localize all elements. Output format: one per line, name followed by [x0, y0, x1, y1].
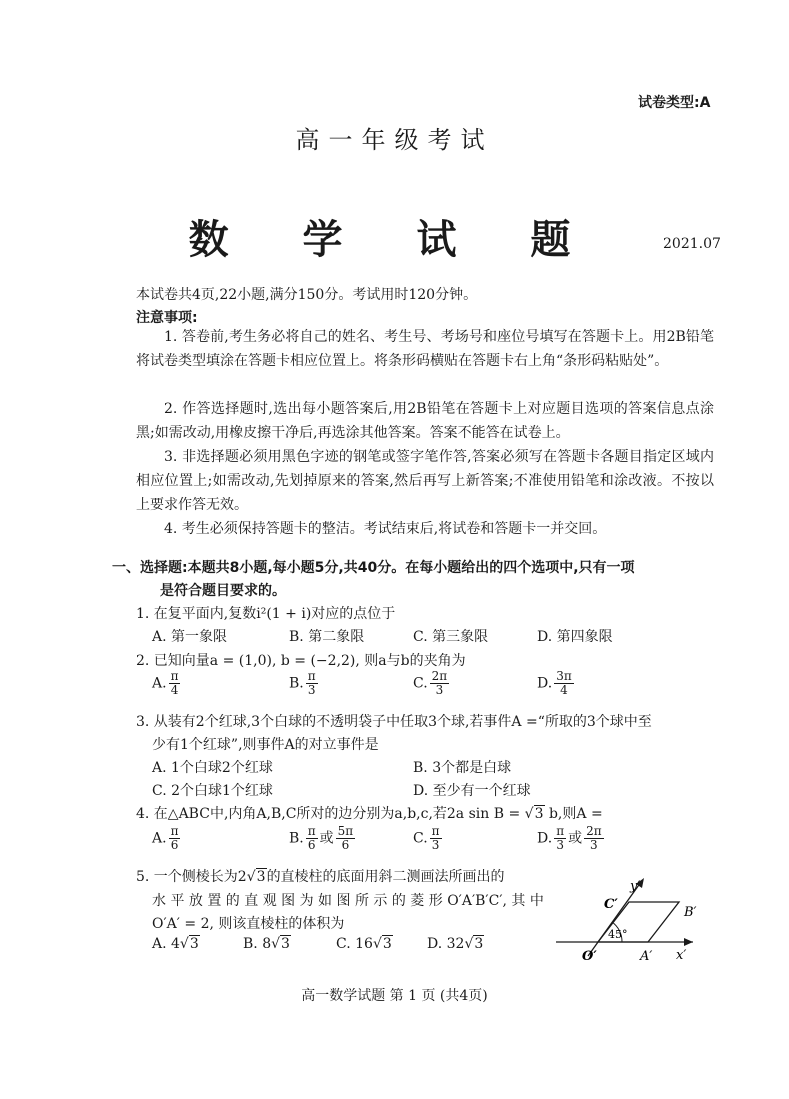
question-1-option-a: A. 第一象限: [152, 629, 228, 645]
denominator: 3: [435, 683, 444, 697]
denominator: 6: [170, 838, 179, 852]
option-letter: B.: [289, 675, 304, 692]
stem-text: 5. 一个侧棱长为2: [136, 869, 247, 885]
question-3-stem-cont: 少有1个红球”,则事件A的对立事件是: [152, 737, 379, 753]
option-letter: B. 8: [243, 936, 272, 952]
sqrt-symbol: √: [372, 936, 382, 952]
page-footer: 高一数学试题 第 1 页 (共4页): [301, 988, 488, 1004]
question-1-option-b: B. 第二象限: [289, 629, 365, 645]
notice-item: 2. 作答选择题时,选出每小题答案后,用2B铅笔在答题卡上对应题目选项的答案信息点涂黑;如需改动,用橡皮擦干净后,再选涂其他答案。答案不能答在试卷上。: [136, 401, 714, 441]
stem-text: 的直棱柱的底面用斜二测画法所画出的: [266, 869, 505, 885]
sqrt-symbol: √: [246, 869, 256, 885]
question-5-option-d: [427, 936, 484, 952]
rhombus-figure: [548, 870, 708, 970]
sqrt-symbol: √: [271, 936, 281, 952]
fraction: [336, 825, 356, 852]
question-5-option-b: [243, 936, 291, 952]
option-letter: A. 4: [152, 936, 180, 952]
question-5-stem-cont: 水 平 放 置 的 直 观 图 为 如 图 所 示 的 菱 形 O′A′B′C′, 其 中: [152, 893, 544, 909]
radicand: 3: [534, 806, 544, 822]
denominator: 6: [341, 838, 350, 852]
question-5-option-a: [152, 936, 200, 952]
question-4-option-d: [537, 825, 606, 852]
notice-heading: 注意事项:: [136, 310, 198, 326]
notice-item: 1. 答卷前,考生务必将自己的姓名、考生号、考场号和座位号填写在答题卡上。用2B铅笔将试卷类型填涂在答题卡相应位置上。将条形码横贴在答题卡右上角“条形码粘贴处”。: [136, 329, 714, 369]
question-1-stem: 1. 在复平面内,复数i²(1 + i)对应的点位于: [136, 606, 396, 622]
denominator: 3: [590, 838, 598, 852]
question-3-option-a: A. 1个白球2个红球: [152, 760, 273, 776]
question-3-option-d: D. 至少有一个红球: [413, 783, 531, 799]
numerator: 3π: [556, 669, 572, 683]
option-letter: B.: [289, 830, 304, 847]
denominator: 4: [560, 683, 568, 697]
section-heading-cont: 是符合题目要求的。: [160, 583, 286, 599]
vertex-a-label: A′: [640, 949, 653, 964]
vertex-b-label: B′: [684, 905, 697, 920]
vertex-c-label: C′: [604, 897, 618, 912]
question-2-stem: 2. 已知向量a = (1,0), b = (−2,2), 则a与b的夹角为: [136, 653, 466, 669]
radicand: 3: [281, 936, 290, 952]
fraction: [169, 825, 181, 852]
question-3-stem: 3. 从装有2个红球,3个白球的不透明袋子中任取3个球,若事件A =“所取的3个球中至: [136, 714, 652, 730]
exam-date: 2021.07: [663, 236, 721, 252]
grade-title: 高一年级考试: [295, 126, 494, 154]
numerator: 5π: [337, 824, 354, 838]
denominator: 4: [170, 683, 179, 697]
question-1-option-c: C. 第三象限: [413, 629, 489, 645]
question-2-option-a: [152, 670, 182, 697]
question-2-option-c: [413, 670, 451, 697]
angle-label: 45°: [608, 928, 628, 941]
numerator: π: [307, 824, 316, 838]
y-axis-label: y′: [630, 879, 641, 894]
x-axis-label: x′: [676, 948, 687, 963]
question-5-stem-cont: O′A′ = 2, 则该直棱柱的体积为: [152, 916, 345, 932]
stem-text: b,则A =: [544, 806, 603, 822]
option-letter: A.: [152, 830, 167, 847]
option-letter: A.: [152, 675, 167, 692]
paper-type-label: 试卷类型:A: [638, 95, 711, 111]
denominator: 3: [431, 838, 440, 852]
numerator: 2π: [586, 824, 602, 838]
question-5-stem: [136, 866, 505, 886]
denominator: 3: [556, 838, 564, 852]
numerator: π: [170, 669, 179, 683]
denominator: 3: [307, 683, 316, 697]
exam-summary: 本试卷共4页,22小题,满分150分。考试用时120分钟。: [136, 287, 478, 303]
sqrt-symbol: √: [524, 806, 534, 822]
question-5-option-c: [336, 936, 393, 952]
fraction: [430, 825, 442, 852]
sqrt-symbol: √: [464, 936, 474, 952]
radicand: 3: [382, 936, 392, 952]
fraction: [306, 670, 318, 697]
section-heading: 一、选择题:本题共8小题,每小题5分,共40分。在每小题给出的四个选项中,只有一项: [112, 560, 635, 576]
x-axis-arrow: [684, 938, 693, 946]
question-2-option-b: [289, 670, 320, 697]
page-title: 数 学 试 题: [188, 216, 601, 263]
question-2-option-d: [537, 670, 576, 697]
fraction: [584, 825, 604, 852]
question-1-option-d: D. 第四象限: [537, 629, 613, 645]
option-letter: C.: [413, 830, 428, 847]
or-text: 或: [568, 830, 583, 847]
question-4-option-a: [152, 825, 182, 852]
numerator: π: [431, 824, 440, 838]
option-letter: C.: [413, 675, 428, 692]
option-letter: D.: [537, 830, 553, 847]
notice-item: 3. 非选择题必须用黑色字迹的钢笔或签字笔作答,答案必须写在答题卡各题目指定区域内相应位置上;如需改动,先划掉原来的答案,然后再写上新答案;不准使用铅笔和涂改液。不按以上要求作答无效。: [136, 449, 714, 513]
numerator: π: [307, 669, 316, 683]
radicand: 3: [256, 869, 266, 885]
sqrt-symbol: √: [179, 936, 189, 952]
question-4-option-c: [413, 825, 444, 852]
question-4-stem: [136, 803, 603, 823]
question-3-option-c: C. 2个白球1个红球: [152, 783, 273, 799]
radicand: 3: [189, 936, 199, 952]
fraction: [306, 825, 318, 852]
vertex-o-label: O′: [582, 949, 597, 964]
stem-text: 4. 在△ABC中,内角A,B,C所对的边分别为a,b,c,若2a sin B =: [136, 806, 525, 822]
denominator: 6: [307, 838, 316, 852]
option-letter: C. 16: [336, 936, 373, 952]
question-4-option-b: [289, 825, 357, 852]
notice-item: 4. 考生必须保持答题卡的整洁。考试结束后,将试卷和答题卡一并交回。: [164, 521, 607, 537]
fraction: [554, 825, 566, 852]
numerator: π: [170, 824, 179, 838]
option-letter: D. 32: [427, 936, 465, 952]
option-letter: D.: [537, 675, 553, 692]
radicand: 3: [474, 936, 484, 952]
question-3-option-b: B. 3个都是白球: [413, 760, 512, 776]
fraction: [554, 670, 574, 697]
or-text: 或: [319, 830, 334, 847]
fraction: [430, 670, 450, 697]
fraction: [169, 670, 181, 697]
numerator: π: [556, 824, 565, 838]
numerator: 2π: [431, 669, 448, 683]
